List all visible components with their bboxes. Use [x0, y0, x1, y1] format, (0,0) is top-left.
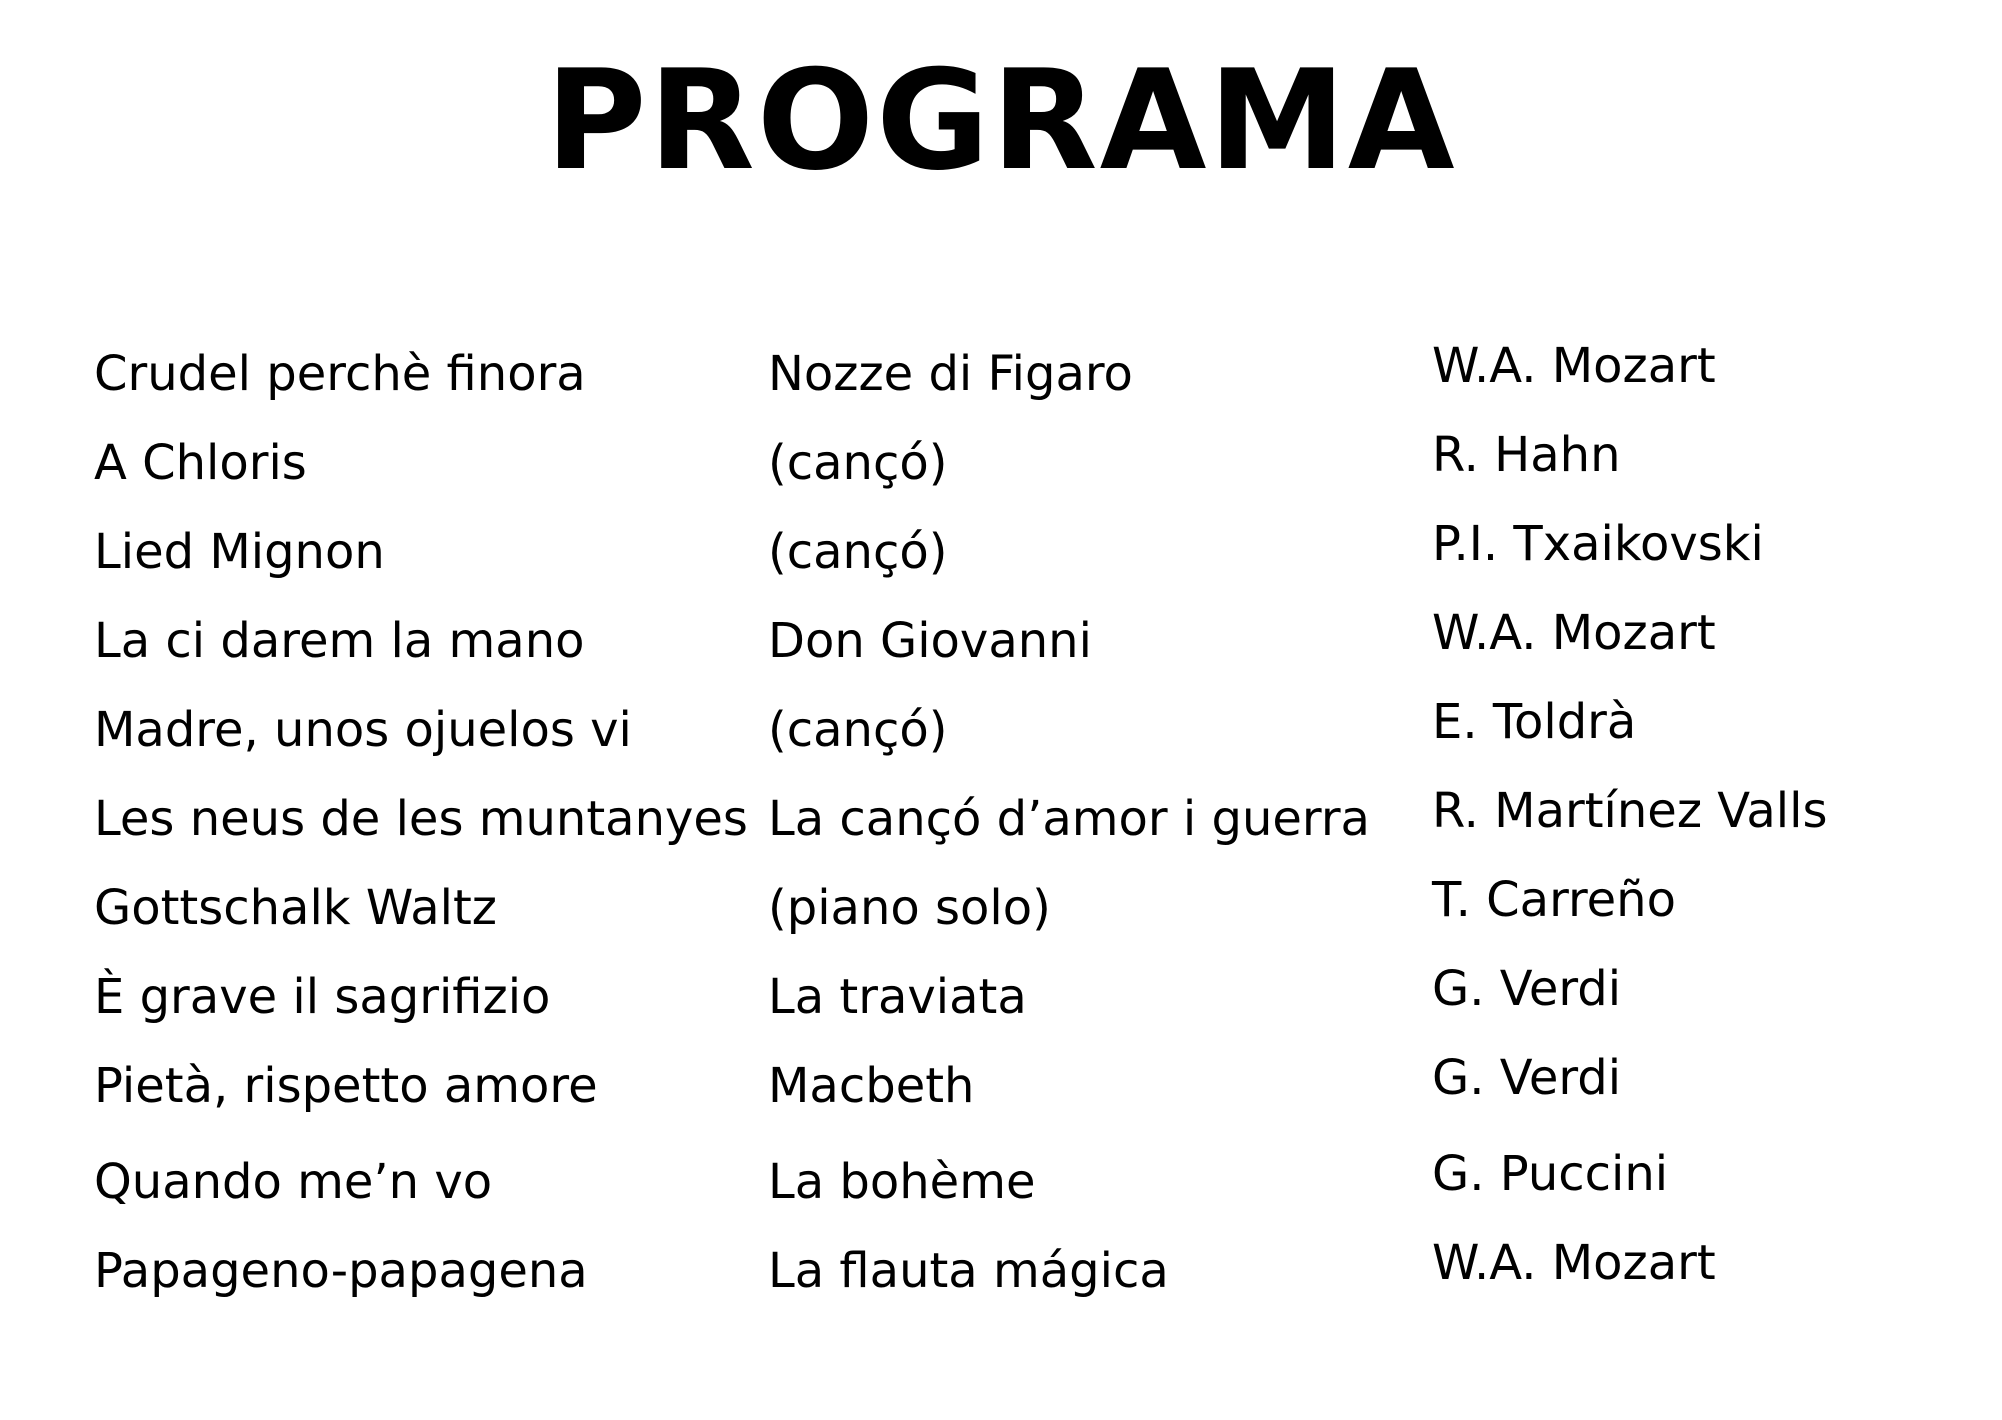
composer-name: E. Toldrà — [1432, 694, 1637, 750]
composer-name: W.A. Mozart — [1432, 338, 1716, 394]
work-title: Lied Mignon — [94, 524, 385, 580]
work-source: La traviata — [768, 969, 1027, 1025]
work-source: La bohème — [768, 1154, 1036, 1210]
composer-name: T. Carreño — [1432, 872, 1676, 928]
work-source: La flauta mágica — [768, 1243, 1169, 1299]
work-source: Nozze di Figaro — [768, 346, 1133, 402]
work-source: (cançó) — [768, 435, 948, 491]
work-title: Crudel perchè finora — [94, 346, 586, 402]
work-title: Quando me’n vo — [94, 1154, 493, 1210]
work-title: La ci darem la mano — [94, 613, 585, 669]
work-title: Gottschalk Waltz — [94, 880, 497, 936]
work-source: (piano solo) — [768, 880, 1051, 936]
composer-name: G. Puccini — [1432, 1146, 1669, 1202]
composer-name: P.I. Txaikovski — [1432, 516, 1764, 572]
composer-name: W.A. Mozart — [1432, 1235, 1716, 1291]
work-source: (cançó) — [768, 702, 948, 758]
composer-name: G. Verdi — [1432, 961, 1622, 1017]
work-title: È grave il sagrifizio — [94, 969, 551, 1025]
work-title: Pietà, rispetto amore — [94, 1058, 598, 1114]
composer-name: G. Verdi — [1432, 1050, 1622, 1106]
page-title: PROGRAMA — [545, 40, 1457, 201]
work-title: Les neus de les muntanyes — [94, 791, 748, 847]
work-source: Macbeth — [768, 1058, 975, 1114]
composer-name: R. Martínez Valls — [1432, 783, 1828, 839]
work-source: Don Giovanni — [768, 613, 1092, 669]
work-title: A Chloris — [94, 435, 307, 491]
work-source: (cançó) — [768, 524, 948, 580]
composer-name: R. Hahn — [1432, 427, 1621, 483]
work-title: Madre, unos ojuelos vi — [94, 702, 632, 758]
work-source: La cançó d’amor i guerra — [768, 791, 1370, 847]
work-title: Papageno-papagena — [94, 1243, 588, 1299]
composer-name: W.A. Mozart — [1432, 605, 1716, 661]
